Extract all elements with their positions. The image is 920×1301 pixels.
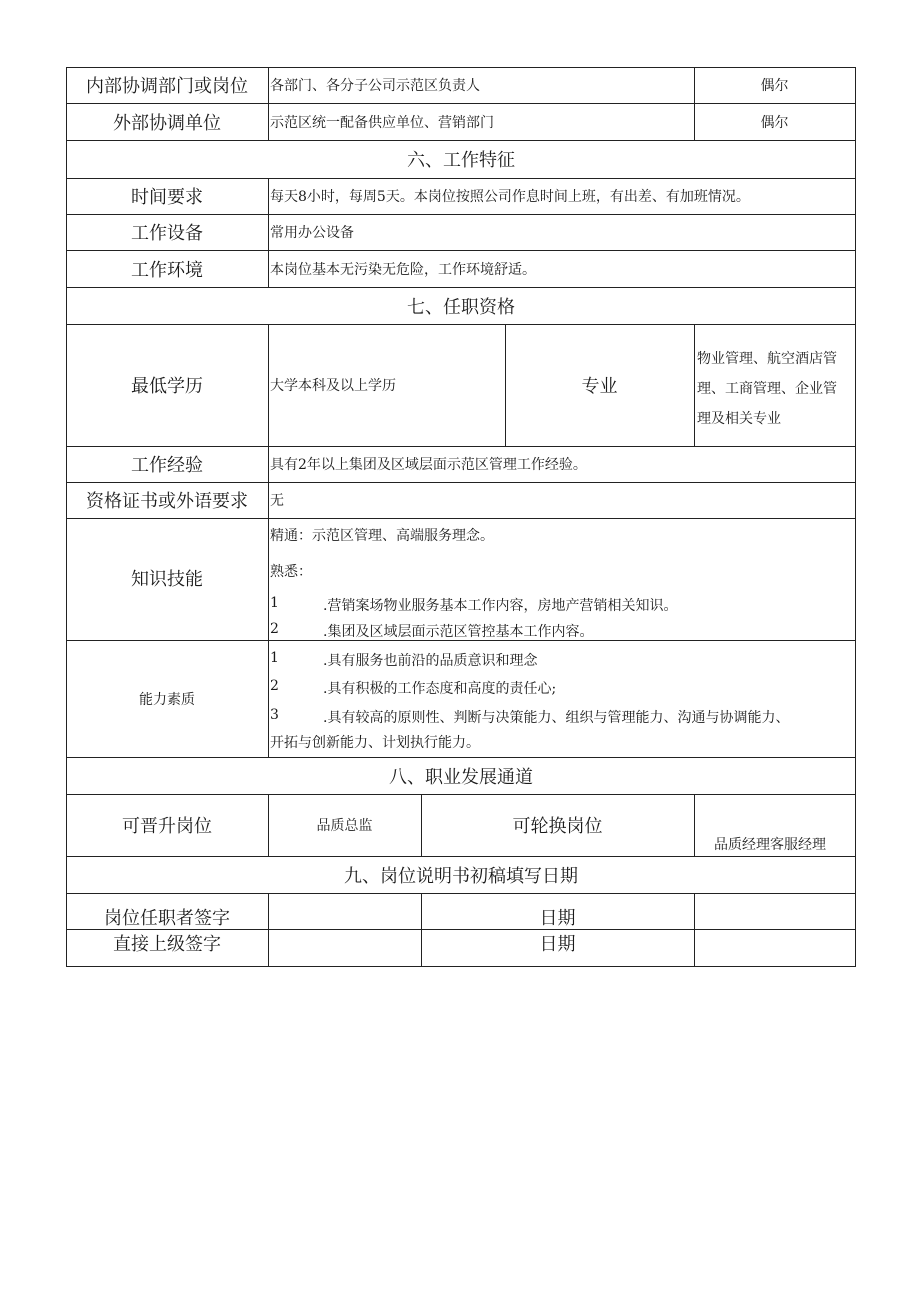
skills-master: 精通：示范区管理、高端服务理念。 bbox=[270, 528, 494, 544]
external-coordination-value: 示范区统一配备供应单位、营销部门 bbox=[270, 114, 494, 131]
row-line bbox=[66, 893, 856, 894]
col-line bbox=[694, 893, 695, 966]
skills-item-number: 1 bbox=[270, 595, 279, 611]
skills-item-number: 2 bbox=[270, 621, 279, 637]
ability-continuation: 开拓与创新能力、计划执行能力。 bbox=[270, 735, 480, 751]
col-line bbox=[694, 324, 695, 446]
col-line bbox=[268, 67, 269, 140]
time-requirement-value: 每天8小时，每周5天。本岗位按照公司作息时间上班，有出差、有加班情况。 bbox=[270, 189, 750, 205]
promotion-value: 品质总监 bbox=[316, 818, 373, 834]
supervisor-signature-label: 直接上级签字 bbox=[113, 934, 221, 955]
ability-item-text: .具有服务也前沿的品质意识和理念 bbox=[323, 653, 538, 669]
ability-item-text: .具有积极的工作态度和高度的责任心; bbox=[323, 681, 557, 697]
major-line: 理、工商管理、企业管 bbox=[697, 381, 837, 397]
work-environment-value: 本岗位基本无污染无危险，工作环境舒适。 bbox=[270, 261, 536, 278]
work-equipment-value: 常用办公设备 bbox=[270, 225, 354, 241]
external-coordination-frequency: 偶尔 bbox=[760, 114, 789, 131]
ability-item-text: .具有较高的原则性、判断与决策能力、组织与管理能力、沟通与协调能力、 bbox=[323, 710, 790, 726]
col-line bbox=[268, 893, 269, 966]
holder-signature-label: 岗位任职者签字 bbox=[104, 908, 230, 929]
rotation-label: 可轮换岗位 bbox=[512, 816, 603, 837]
row-line bbox=[66, 966, 856, 967]
section-heading-sign-date: 九、岗位说明书初稿填写日期 bbox=[344, 865, 578, 887]
col-line bbox=[268, 178, 269, 287]
major-line: 理及相关专业 bbox=[697, 411, 781, 427]
col-line bbox=[694, 794, 695, 856]
skills-label: 知识技能 bbox=[131, 569, 203, 590]
experience-value: 具有2年以上集团及区域层面示范区管理工作经验。 bbox=[270, 457, 587, 473]
ability-item-number: 1 bbox=[270, 650, 279, 666]
internal-coordination-frequency: 偶尔 bbox=[760, 78, 789, 94]
work-equipment-label: 工作设备 bbox=[131, 223, 203, 244]
promotion-label: 可晋升岗位 bbox=[122, 816, 212, 837]
ability-item-number: 3 bbox=[270, 707, 279, 723]
certificate-value: 无 bbox=[270, 493, 284, 509]
col-line bbox=[855, 67, 856, 967]
row-line bbox=[66, 518, 856, 519]
section-heading-qualifications: 七、任职资格 bbox=[407, 296, 515, 318]
skills-familiar-label: 熟悉： bbox=[270, 564, 312, 580]
ability-label: 能力素质 bbox=[139, 691, 195, 708]
external-coordination-label: 外部协调单位 bbox=[113, 112, 221, 134]
major-line: 物业管理、航空酒店管 bbox=[697, 351, 837, 367]
certificate-label: 资格证书或外语要求 bbox=[86, 491, 248, 512]
skills-item-text: .营销案场物业服务基本工作内容，房地产营销相关知识。 bbox=[323, 598, 678, 614]
skills-item-text: .集团及区域层面示范区管控基本工作内容。 bbox=[323, 624, 594, 640]
ability-item-number: 2 bbox=[270, 678, 279, 694]
section-heading-career: 八、职业发展通道 bbox=[389, 766, 533, 788]
experience-label: 工作经验 bbox=[131, 455, 203, 476]
work-environment-label: 工作环境 bbox=[131, 259, 203, 281]
section-heading-work-features: 六、工作特征 bbox=[407, 150, 515, 171]
time-requirement-label: 时间要求 bbox=[131, 187, 203, 208]
internal-coordination-value: 各部门、各分子公司示范区负责人 bbox=[270, 78, 480, 94]
education-label: 最低学历 bbox=[131, 376, 203, 397]
education-value: 大学本科及以上学历 bbox=[270, 378, 396, 394]
rotation-value: 品质经理客服经理 bbox=[714, 837, 826, 853]
holder-date-label: 日期 bbox=[539, 908, 576, 929]
supervisor-date-label: 日期 bbox=[539, 934, 576, 955]
internal-coordination-label: 内部协调部门或岗位 bbox=[86, 76, 248, 97]
major-label: 专业 bbox=[581, 376, 618, 397]
col-line bbox=[268, 324, 269, 757]
